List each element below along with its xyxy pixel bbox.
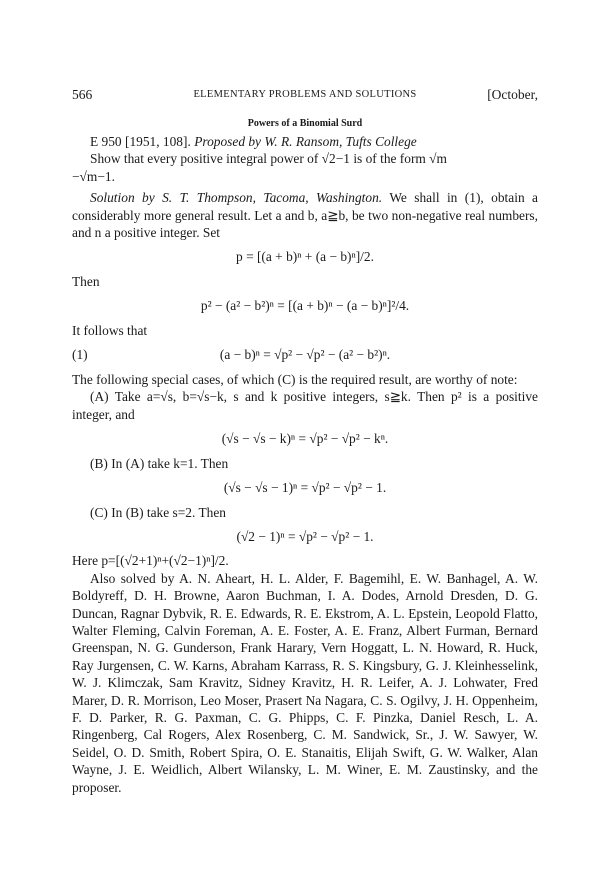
solution-author: Solution by S. T. Thompson, Tacoma, Washington.	[90, 190, 383, 206]
case-a-text: (A) Take a=√s, b=√s−k, s and k positive integers, s≧k. Then p² is a positive integer, and	[72, 389, 538, 422]
also-solved-by: Also solved by A. N. Aheart, H. L. Alder, F. Bagemihl, E. W. Banhagel, A. W. Boldyreff, D. H. Browne, Aaron Buchman, I. A. Dodes, Arnold Dresden, D. G. Duncan, Ragnar Dybvik, R. E. Edwards, R. E. Ekstrom, A. L. Epstein, Leopold Flatto, Walter Fleming, Calvin Foreman, A. E. Foster, A. E. Franz, Albert Furman, Bernard Greenspan, N. G. Gunderson, Frank Harary, Vern Hoggatt, L. N. Howard, R. Huck, Ray Jurgensen, C. W. Karns, Abraham Karrass, R. S. Kingsbury, G. J. Kleinhesselink, W. J. Klimczak, Sam Kravitz, Sidney Kravitz, H. R. Leifer, A. J. Lohwater, Fred Marer, D. R. Morrison, Leo Moser, Prasert Na Nagara, C. S. Ogilvy, J. H. Oppenheim, F. D. Parker, R. G. Paxman, C. G. Phipps, C. F. Pinzka, Daniel Resch, L. A. Ringenberg, Cal Rogers, Alex Rosenberg, C. M. Sandwick, Sr., J. W. Sawyer, W. Seidel, O. D. Smith, Robert Spira, O. E. Stanaitis, Elijah Swift, G. W. Walker, Alan Wayne, J. E. Weidlich, Albert Wilansky, L. M. Winer, E. M. Zaustinsky, and the proposer.	[72, 570, 538, 795]
problem-ref: [1951, 108].	[124, 134, 191, 149]
equation-1: (a − b)ⁿ = √p² − √p² − (a² − b²)ⁿ.	[219, 347, 391, 363]
equation-c: (√2 − 1)ⁿ = √p² − √p² − 1.	[236, 528, 374, 544]
solution-intro-text: We shall in (1), obtain a considerably more general result. Let a and b, a≧b, be two non-negative real numbers, and n a positive integer. Set	[72, 190, 539, 241]
equation-1-row	[72, 345, 538, 365]
section-title: Powers of a Binomial Surd	[247, 118, 363, 129]
special-cases-text: The following special cases, of which (C) is the required result, are worthy of note:	[72, 372, 518, 388]
problem-statement-b: −√m−1.	[72, 168, 115, 184]
problem-statement-a: Show that every positive integral power of √2−1 is of the form √m	[90, 151, 447, 167]
equation-p-squared: p² − (a² − b²)ⁿ = [(a + b)ⁿ − (a − b)ⁿ]²/4.	[200, 298, 410, 314]
then-1: Then	[72, 273, 100, 289]
follows-text: It follows that	[72, 322, 148, 338]
case-b-text: (B) In (A) take k=1. Then	[90, 455, 229, 471]
problem-heading	[72, 133, 538, 150]
problem-statement	[72, 150, 538, 167]
equation-b: (√s − √s − 1)ⁿ = √p² − √p² − 1.	[223, 480, 387, 496]
problem-proposer: Proposed by W. R. Ransom, Tufts College	[194, 134, 417, 149]
problem-statement-cont	[72, 168, 538, 185]
solution-intro	[72, 189, 538, 241]
problem-id: E 950	[90, 134, 122, 149]
equation-1-label: (1)	[72, 347, 88, 363]
equation-p: p = [(a + b)ⁿ + (a − b)ⁿ]/2.	[236, 249, 374, 265]
page-number: 566	[72, 87, 93, 102]
page-header	[72, 87, 538, 105]
equation-a: (√s − √s − k)ⁿ = √p² − √p² − kⁿ.	[221, 431, 389, 447]
issue-label: [October,	[487, 87, 538, 102]
case-c-text: (C) In (B) take s=2. Then	[90, 504, 226, 520]
journal-page	[72, 0, 538, 893]
running-title: ELEMENTARY PROBLEMS AND SOLUTIONS	[193, 89, 417, 100]
article-body	[72, 117, 538, 796]
here-text: Here p=[(√2+1)ⁿ+(√2−1)ⁿ]/2.	[72, 553, 229, 569]
